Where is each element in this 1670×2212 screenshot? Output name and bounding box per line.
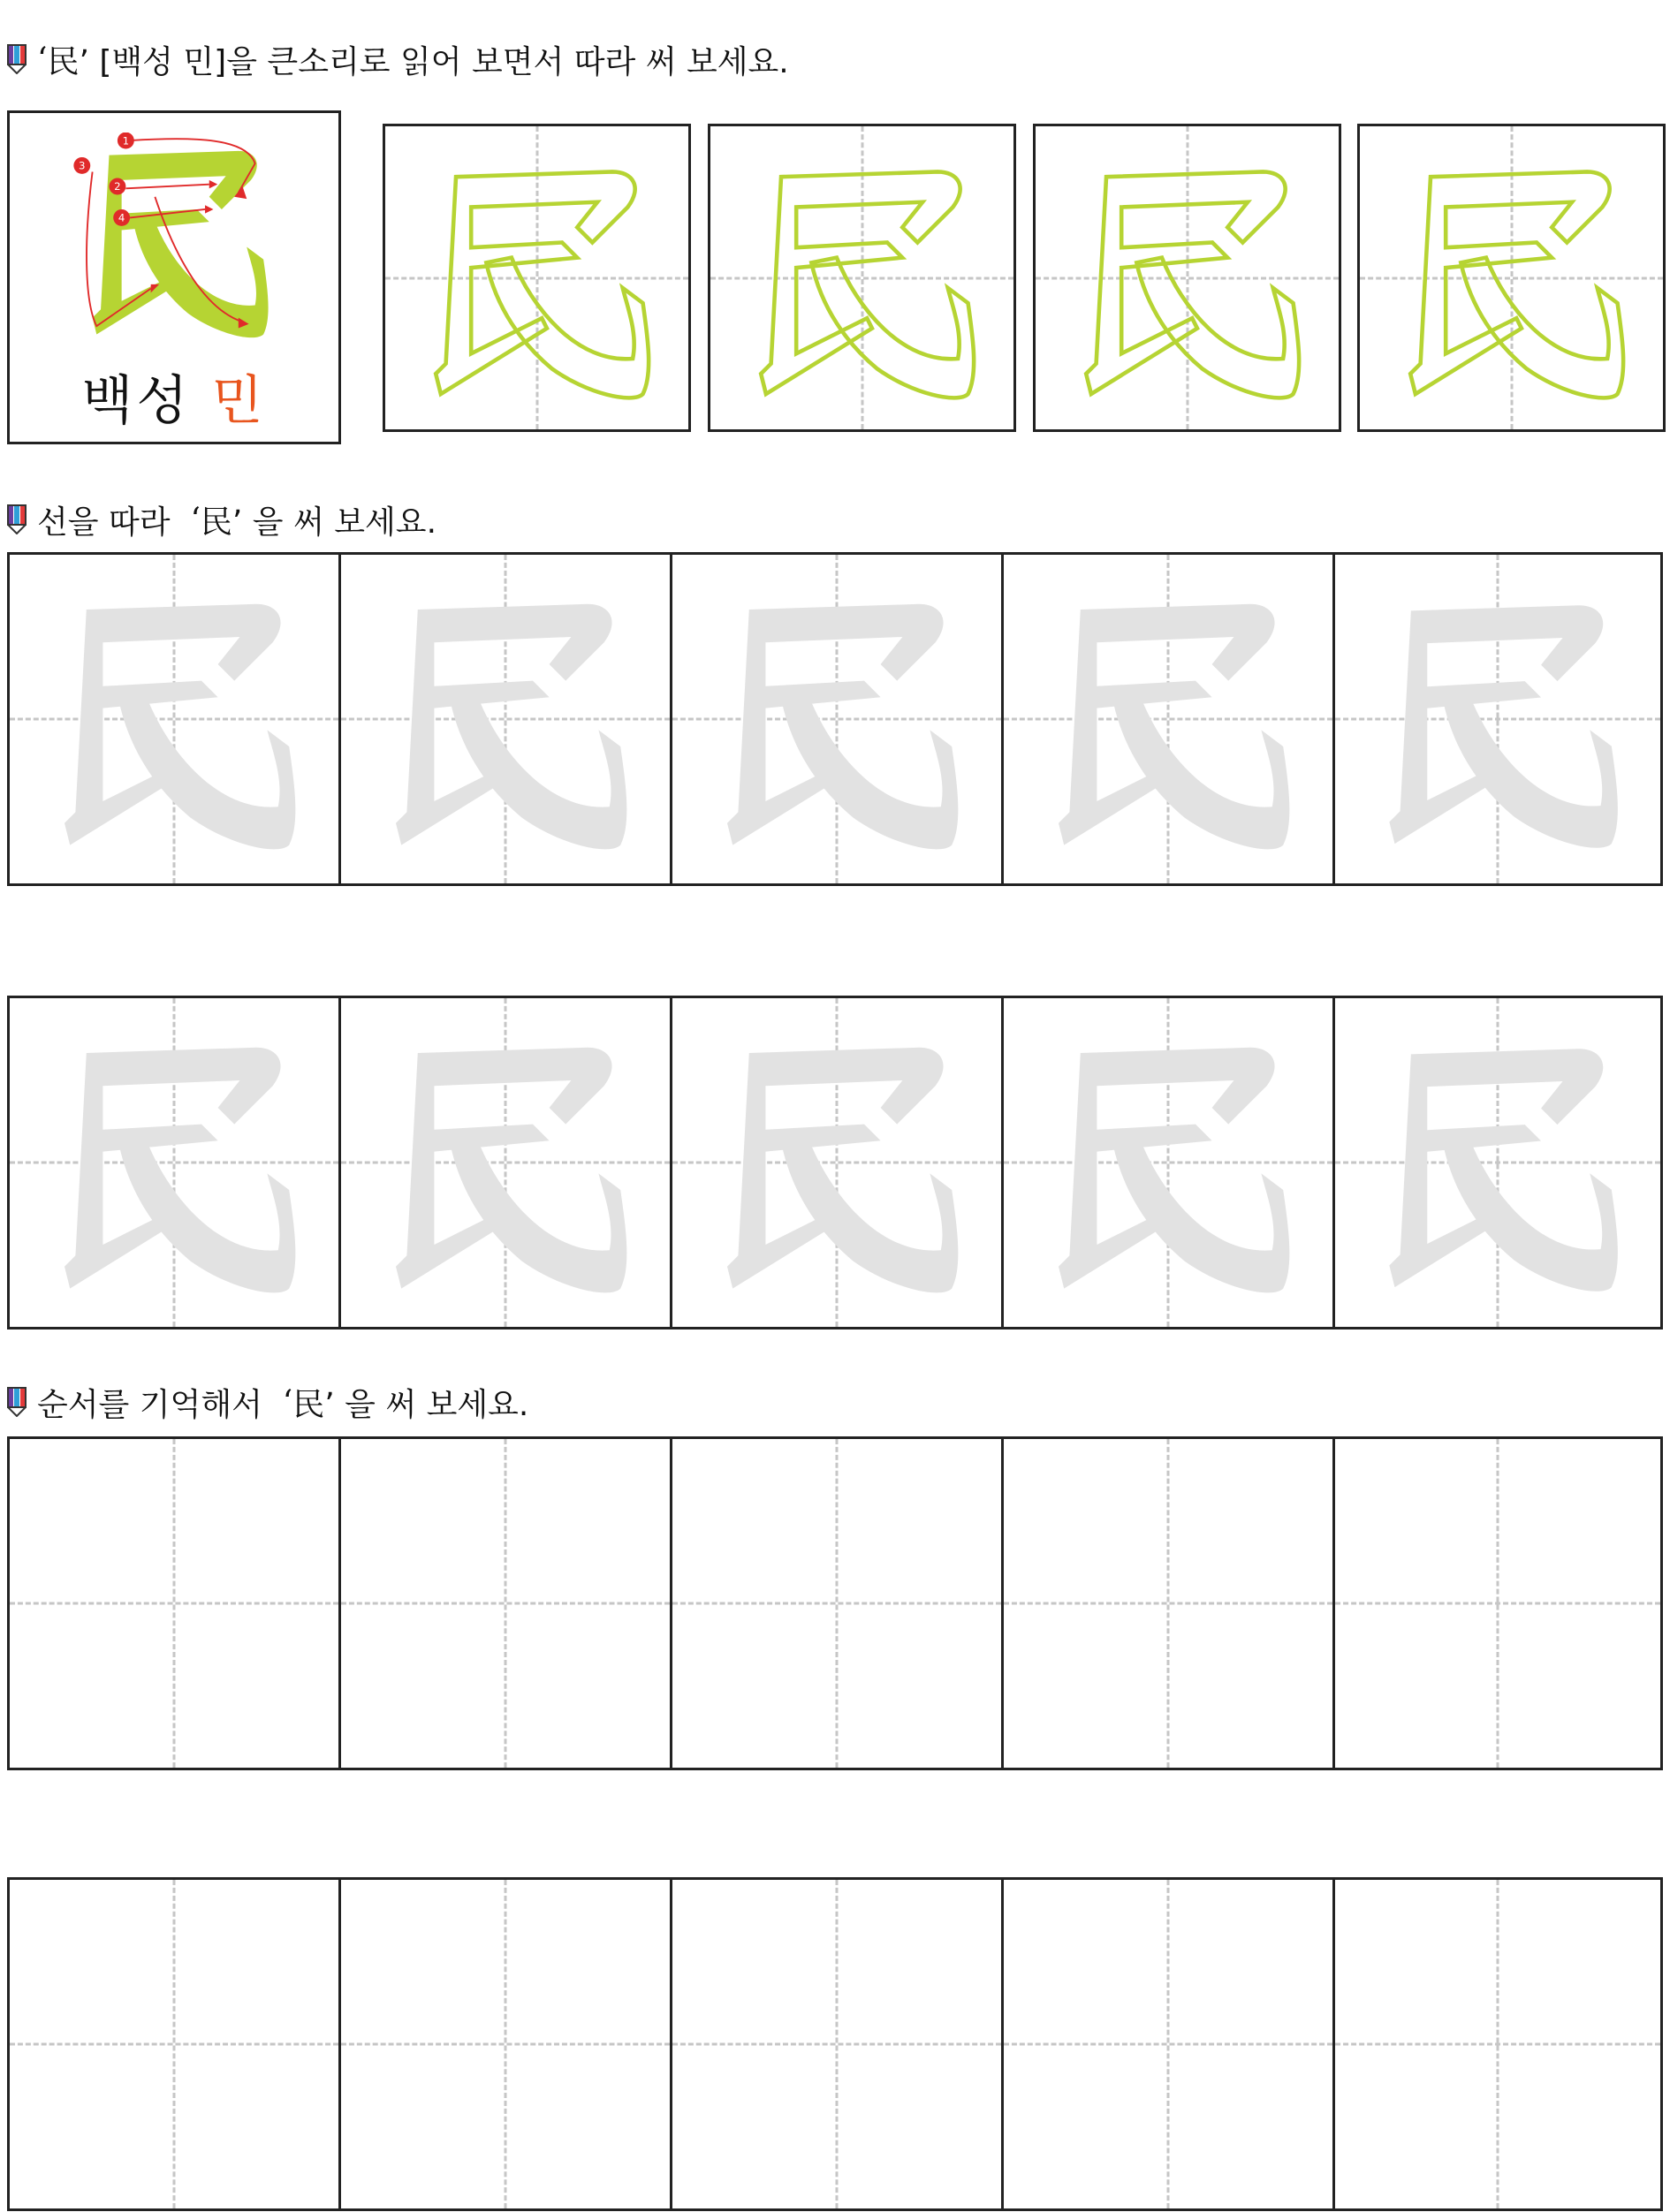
trace-cell[interactable] xyxy=(1332,552,1663,886)
instruction-hanja: 民 xyxy=(200,504,232,541)
stroke-number: 2 xyxy=(114,180,121,193)
trace-cell[interactable] xyxy=(1001,996,1332,1329)
instruction-hanja: 民 xyxy=(47,43,80,80)
gray-glyph xyxy=(1335,998,1660,1327)
outline-glyph xyxy=(1036,126,1339,429)
pencil-icon xyxy=(7,44,27,74)
outline-glyph xyxy=(385,126,688,429)
blank-cell[interactable] xyxy=(1001,1436,1332,1770)
pencil-icon xyxy=(7,504,27,534)
gray-glyph xyxy=(10,555,338,883)
blank-cell[interactable] xyxy=(1001,1877,1332,2211)
outline-box[interactable] xyxy=(1033,124,1341,432)
gray-glyph xyxy=(1004,998,1332,1327)
instruction-trace xyxy=(7,498,436,541)
gray-glyph xyxy=(672,998,1001,1327)
blank-row xyxy=(7,1436,1663,1770)
trace-cell[interactable] xyxy=(7,552,338,886)
blank-cell[interactable] xyxy=(338,1436,670,1770)
outline-glyph xyxy=(710,126,1013,429)
open-quote: ‘ xyxy=(282,1383,293,1420)
instruction-text: ’ [백성 민]을 큰소리로 읽어 보면서 따라 써 보세요. xyxy=(79,43,789,80)
blank-cell[interactable] xyxy=(670,1877,1001,2211)
instruction-text: ’ 을 써 보세요. xyxy=(324,1386,529,1423)
trace-cell[interactable] xyxy=(1332,996,1663,1329)
gray-glyph xyxy=(1335,555,1660,883)
gray-glyph xyxy=(10,998,338,1327)
trace-cell[interactable] xyxy=(670,552,1001,886)
trace-cell[interactable] xyxy=(338,552,670,886)
outline-box[interactable] xyxy=(708,124,1016,432)
outline-box[interactable] xyxy=(1357,124,1666,432)
pencil-icon xyxy=(7,1387,27,1417)
example-card xyxy=(7,110,341,444)
instruction-text: ’ 을 써 보세요. xyxy=(232,504,437,541)
instruction-memory xyxy=(7,1381,528,1423)
blank-cell[interactable] xyxy=(1332,1436,1663,1770)
trace-cell[interactable] xyxy=(670,996,1001,1329)
meaning-text: 백성 xyxy=(81,370,192,432)
gray-glyph xyxy=(341,998,670,1327)
stroke-order-glyph xyxy=(72,133,280,345)
open-quote: ‘ xyxy=(37,41,48,78)
reading-text: 민 xyxy=(211,370,267,432)
gray-glyph xyxy=(672,555,1001,883)
blank-cell[interactable] xyxy=(7,1877,338,2211)
stroke-number: 1 xyxy=(122,134,130,148)
gray-glyph xyxy=(341,555,670,883)
open-quote: ‘ xyxy=(190,501,201,538)
stroke-number: 4 xyxy=(118,211,125,224)
trace-cell[interactable] xyxy=(1001,552,1332,886)
blank-row xyxy=(7,1877,1663,2211)
instruction-lead: 선을 따라 xyxy=(37,504,171,541)
outline-glyph xyxy=(1360,126,1663,429)
blank-cell[interactable] xyxy=(1332,1877,1663,2211)
instruction-hanja: 民 xyxy=(292,1386,325,1423)
blank-cell[interactable] xyxy=(338,1877,670,2211)
trace-cell[interactable] xyxy=(338,996,670,1329)
blank-cell[interactable] xyxy=(7,1436,338,1770)
instruction-lead: 순서를 기억해서 xyxy=(37,1386,262,1423)
outline-box[interactable] xyxy=(383,124,691,432)
trace-row xyxy=(7,552,1663,886)
trace-cell[interactable] xyxy=(7,996,338,1329)
blank-cell[interactable] xyxy=(670,1436,1001,1770)
gray-glyph xyxy=(1004,555,1332,883)
example-label xyxy=(10,359,338,435)
stroke-number: 3 xyxy=(79,159,86,172)
instruction-read xyxy=(7,38,789,80)
trace-row xyxy=(7,996,1663,1329)
